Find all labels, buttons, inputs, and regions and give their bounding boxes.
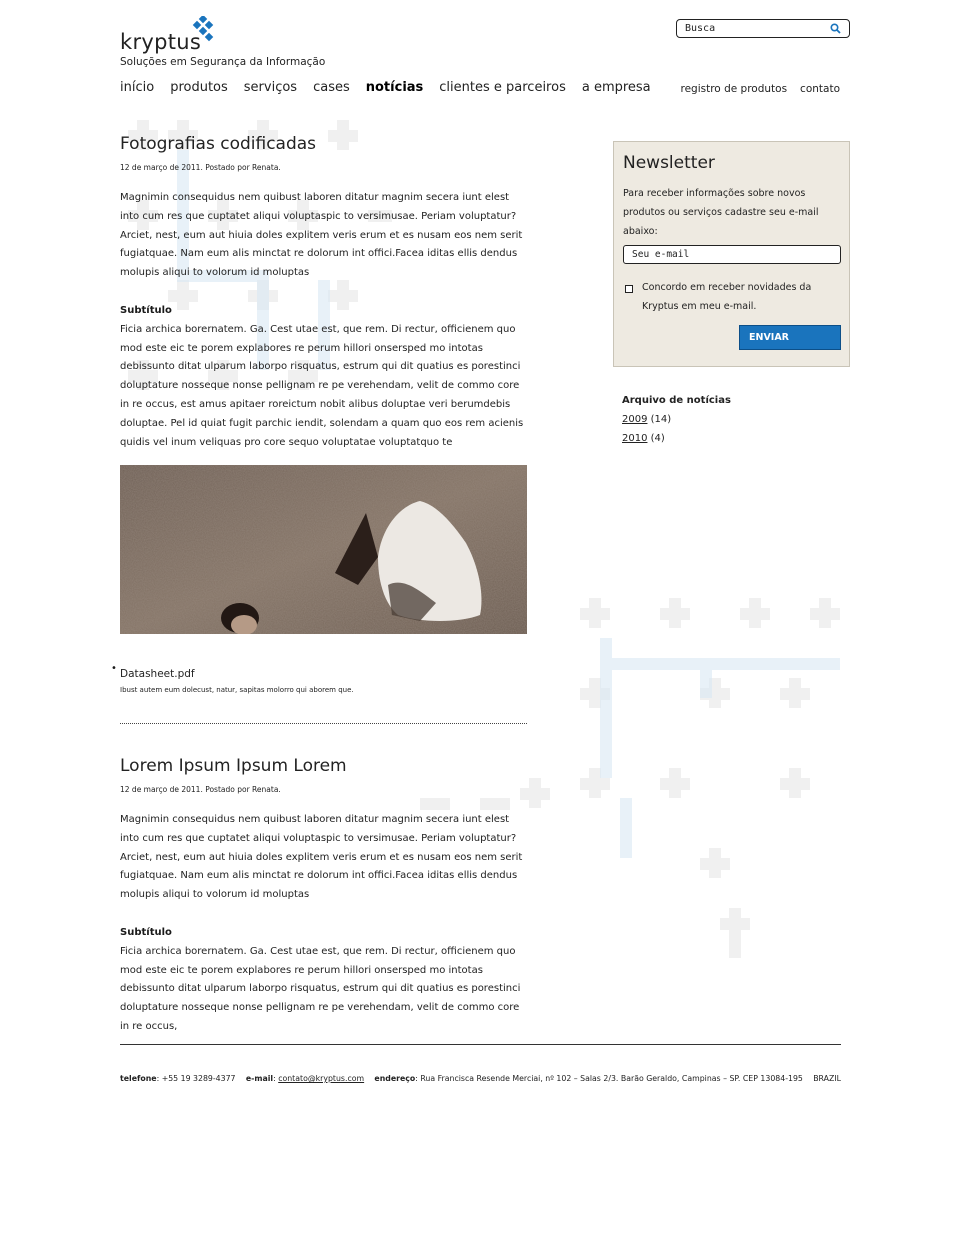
search-input[interactable]	[685, 22, 825, 35]
logo-mark-icon	[192, 16, 216, 46]
footer-address: endereço: Rua Francisca Resende Merciai, nº 102 – Salas 2/3. Barão Geraldo, Campinas – SP. CEP 13084-195	[374, 1074, 803, 1083]
newsletter-title: Newsletter	[623, 153, 715, 173]
post-meta: 12 de março de 2011. Postado por Renata.	[120, 785, 281, 794]
post-meta: 12 de março de 2011. Postado por Renata.	[120, 163, 281, 172]
post-body: Ficia archica borernatem. Ga. Cest utae est, que rem. Di rectur, officienem quo mod este eic te porem explabores re perum hillori onsersped mo intotas debissunto ditat ulparum laborpo risquatus, estrum qui dit quatius es porestinci doluptature nosseque nonse pellignam re pe verehendam, velit de commo core in re occus, est amus apitaer roreictum nobit alibus doluptae veri berumdebis doluptae. Pel id quiat fugit parchic iendit, solendam a quam quo eos rem acienis quidis vel inum veliquas pro core sequo voluptatae voluptatquo te	[120, 323, 524, 448]
footer-country: BRAZIL	[813, 1074, 841, 1083]
footer-email-link[interactable]: contato@kryptus.com	[278, 1074, 365, 1083]
nav-servicos[interactable]: serviços	[243, 80, 298, 95]
brand-tagline: Soluções em Segurança da Informação	[120, 56, 326, 68]
footer-address-label: endereço	[374, 1074, 416, 1083]
nav-inicio[interactable]: início	[120, 80, 155, 95]
footer-email: e-mail: contato@kryptus.com	[245, 1074, 365, 1083]
post-title: Fotografias codificadas	[120, 134, 317, 154]
post-subtitle: Subtítulo	[120, 926, 172, 938]
archive-title: Arquivo de notícias	[622, 395, 731, 406]
nav-a-empresa[interactable]: a empresa	[581, 80, 651, 95]
nav-contato[interactable]: contato	[800, 83, 840, 95]
footer-phone-value: +55 19 3289-4377	[161, 1074, 236, 1083]
news-post	[120, 754, 530, 1037]
post-divider	[120, 723, 527, 724]
footer-phone-label: telefone	[120, 1074, 157, 1083]
newsletter-submit-button[interactable]: ENVIAR	[739, 325, 841, 350]
footer-divider	[120, 1044, 841, 1045]
newsletter-email-input[interactable]	[623, 245, 841, 264]
search-box	[676, 19, 850, 38]
post-title: Lorem Ipsum Ipsum Lorem	[120, 756, 347, 776]
attachment	[111, 662, 530, 695]
nav-produtos[interactable]: produtos	[170, 80, 228, 95]
nav-clientes-parceiros[interactable]: clientes e parceiros	[439, 80, 566, 95]
newsletter-box	[613, 141, 850, 367]
post-intro: Magnimin consequidus nem quibust laboren ditatur magnim secera iunt elest into cum res que cuptatet aliqui voluptaspic to versimusae. Periam voluptatur? Arciet, nest, eum aut hiuia doles explitem veris erum et es nusam eos nem serit fugiatquae. Nam eum alis minctat re dolorum int offici.Facea iditas ellis dendus molupis aliqui to volorum id moluptas	[120, 814, 523, 901]
news-post	[111, 132, 530, 724]
archive-item	[622, 411, 731, 430]
newsletter-description: Para receber informações sobre novos produtos ou serviços cadastre seu e-mail abaixo:	[623, 188, 819, 237]
secondary-navigation	[681, 83, 841, 95]
post-subtitle: Subtítulo	[120, 304, 172, 316]
footer-phone: telefone: +55 19 3289-4377	[120, 1074, 236, 1083]
archive-count: (4)	[650, 432, 665, 444]
attachment-description: Ibust autem eum dolecust, natur, sapitas molorro qui aborem que.	[120, 686, 354, 695]
newsletter-agree-checkbox[interactable]	[625, 285, 633, 293]
archive-year-link[interactable]: 2010	[622, 432, 648, 444]
footer-email-label: e-mail	[245, 1074, 274, 1083]
nav-cases[interactable]: cases	[313, 80, 350, 95]
post-body: Ficia archica borernatem. Ga. Cest utae est, que rem. Di rectur, officienem quo mod este eic te porem explabores re perum hillori onsersped mo intotas debissunto ditat ulparum laborpo risquatus, estrum qui dit quatius es porestinci doluptature nosseque nonse pellignam re pe verehendam, velit de commo core in re occus,	[120, 945, 521, 1032]
main-navigation	[120, 80, 651, 95]
search-icon[interactable]	[830, 23, 841, 34]
archive-item	[622, 430, 731, 449]
bullet-icon: •	[111, 663, 117, 675]
footer-address-value: Rua Francisca Resende Merciai, nº 102 – Salas 2/3. Barão Geraldo, Campinas – SP. CEP 13084-195	[420, 1074, 803, 1083]
nav-registro-produtos[interactable]: registro de produtos	[680, 83, 788, 95]
archive-count: (14)	[650, 413, 672, 425]
newsletter-agree-label: Concordo em receber novidades da Kryptus em meu e-mail.	[642, 282, 812, 312]
news-archive	[622, 392, 731, 448]
footer	[120, 1074, 841, 1083]
post-intro: Magnimin consequidus nem quibust laboren ditatur magnim secera iunt elest into cum res que cuptatet aliqui voluptaspic to versimusae. Periam voluptatur? Arciet, nest, eum aut hiuia doles explitem veris erum et es nusam eos nem serit fugiatquae. Nam eum alis minctat re dolorum int offici.Facea iditas ellis dendus molupis aliqui to volorum id moluptas	[120, 192, 523, 279]
archive-year-link[interactable]: 2009	[622, 413, 648, 425]
nav-noticias[interactable]: notícias	[365, 80, 424, 95]
attachment-link[interactable]: Datasheet.pdf	[120, 668, 195, 681]
logo-wordmark: kryptus	[120, 30, 202, 54]
post-photo	[120, 465, 527, 634]
